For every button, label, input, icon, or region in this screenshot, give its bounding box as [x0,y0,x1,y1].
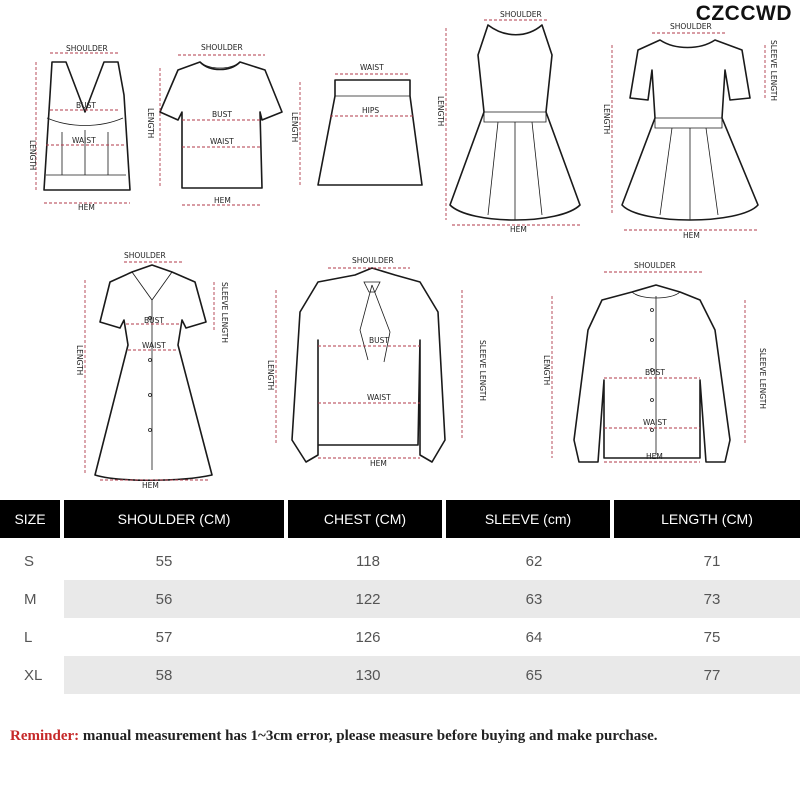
cell-length: 73 [703,590,721,608]
shirt-sleeve-label: SLEEVE LENGTH [758,348,767,409]
wdress-hem-label: HEM [683,231,700,240]
reminder-lead: Reminder: [10,728,80,744]
cell-shoulder: 58 [155,666,173,684]
sdress-shoulder-label: SHOULDER [500,10,542,19]
cell-sleeve: 65 [525,666,543,684]
blouse-shoulder-label: SHOULDER [352,256,394,265]
header-chest: CHEST (CM) [288,500,442,538]
brand-logo: CZCCWD [695,2,792,25]
button-shirt-illustration [542,261,767,462]
table-row [0,618,800,656]
shirt-shoulder-label: SHOULDER [634,261,676,270]
header-shoulder: SHOULDER (CM) [64,500,284,538]
wdress-sleeve-label: SLEEVE LENGTH [769,40,778,101]
table-row [0,580,800,618]
reminder-note [10,728,795,745]
shirt-hem-label: HEM [646,452,663,461]
skirt-illustration [290,63,422,185]
cell-shoulder: 55 [155,552,173,570]
skirt-length-label: LENGTH [290,112,299,143]
shdress-shoulder-label: SHOULDER [124,251,166,260]
tank-bust-label: BUST [76,101,96,110]
blouse-sleeve-label: SLEEVE LENGTH [478,340,487,401]
header-sleeve: SLEEVE (cm) [446,500,610,538]
cell-size: L [24,628,33,646]
cell-size: XL [24,666,43,684]
cell-chest: 118 [356,552,380,570]
blouse-bust-label: BUST [369,336,389,345]
header-length: LENGTH (CM) [614,500,800,538]
shirt-waist-label: WAIST [643,418,667,427]
cell-chest: 130 [355,666,381,684]
shdress-waist-label: WAIST [142,341,166,350]
sleeveless-dress-illustration [436,10,580,234]
sleeved-dress-illustration [602,22,778,240]
header-size: SIZE [0,500,60,538]
tank-shoulder-label: SHOULDER [66,44,108,53]
shirt-bust-label: BUST [645,368,665,377]
skirt-hips-label: HIPS [362,106,380,115]
blouse-length-label: LENGTH [266,360,275,391]
cell-shoulder: 57 [155,628,173,646]
tee-hem-label: HEM [214,196,231,205]
shirt-dress-illustration [75,251,229,490]
table-row [0,542,800,580]
bow-blouse-illustration [266,256,487,468]
blouse-waist-label: WAIST [367,393,391,402]
tee-bust-label: BUST [212,110,232,119]
cell-chest: 126 [355,628,381,646]
cell-sleeve: 62 [525,552,543,570]
wdress-length-label: LENGTH [602,104,611,135]
tank-waist-label: WAIST [72,136,96,145]
shirt-length-label: LENGTH [542,355,551,386]
cell-shoulder: 56 [155,590,173,608]
wdress-shoulder-label: SHOULDER [670,22,712,31]
shdress-length-label: LENGTH [75,345,84,376]
skirt-waist-label: WAIST [360,63,384,72]
cell-length: 71 [703,552,721,570]
blouse-hem-label: HEM [370,459,387,468]
cell-size: M [24,590,37,608]
table-row [0,656,800,694]
table-header-row [0,500,800,538]
cell-sleeve: 63 [525,590,543,608]
cell-chest: 122 [355,590,381,608]
tank-top-illustration [28,44,130,212]
sdress-length-label: LENGTH [436,96,445,127]
tank-length-label: LENGTH [28,140,37,171]
cell-sleeve: 64 [525,628,543,646]
shdress-bust-label: BUST [144,316,164,325]
cell-size: S [24,552,35,570]
tee-waist-label: WAIST [210,137,234,146]
reminder-text: manual measurement has 1~3cm error, please measure before buying and make purchase. [79,728,658,744]
size-chart-table [0,500,800,696]
sdress-hem-label: HEM [510,225,527,234]
shdress-hem-label: HEM [142,481,159,490]
tee-length-label: LENGTH [146,108,155,139]
tank-hem-label: HEM [78,203,95,212]
tshirt-illustration [146,43,282,205]
cell-length: 77 [703,666,721,684]
cell-length: 75 [703,628,721,646]
shdress-sleeve-label: SLEEVE LENGTH [220,282,229,343]
tee-shoulder-label: SHOULDER [201,43,243,52]
